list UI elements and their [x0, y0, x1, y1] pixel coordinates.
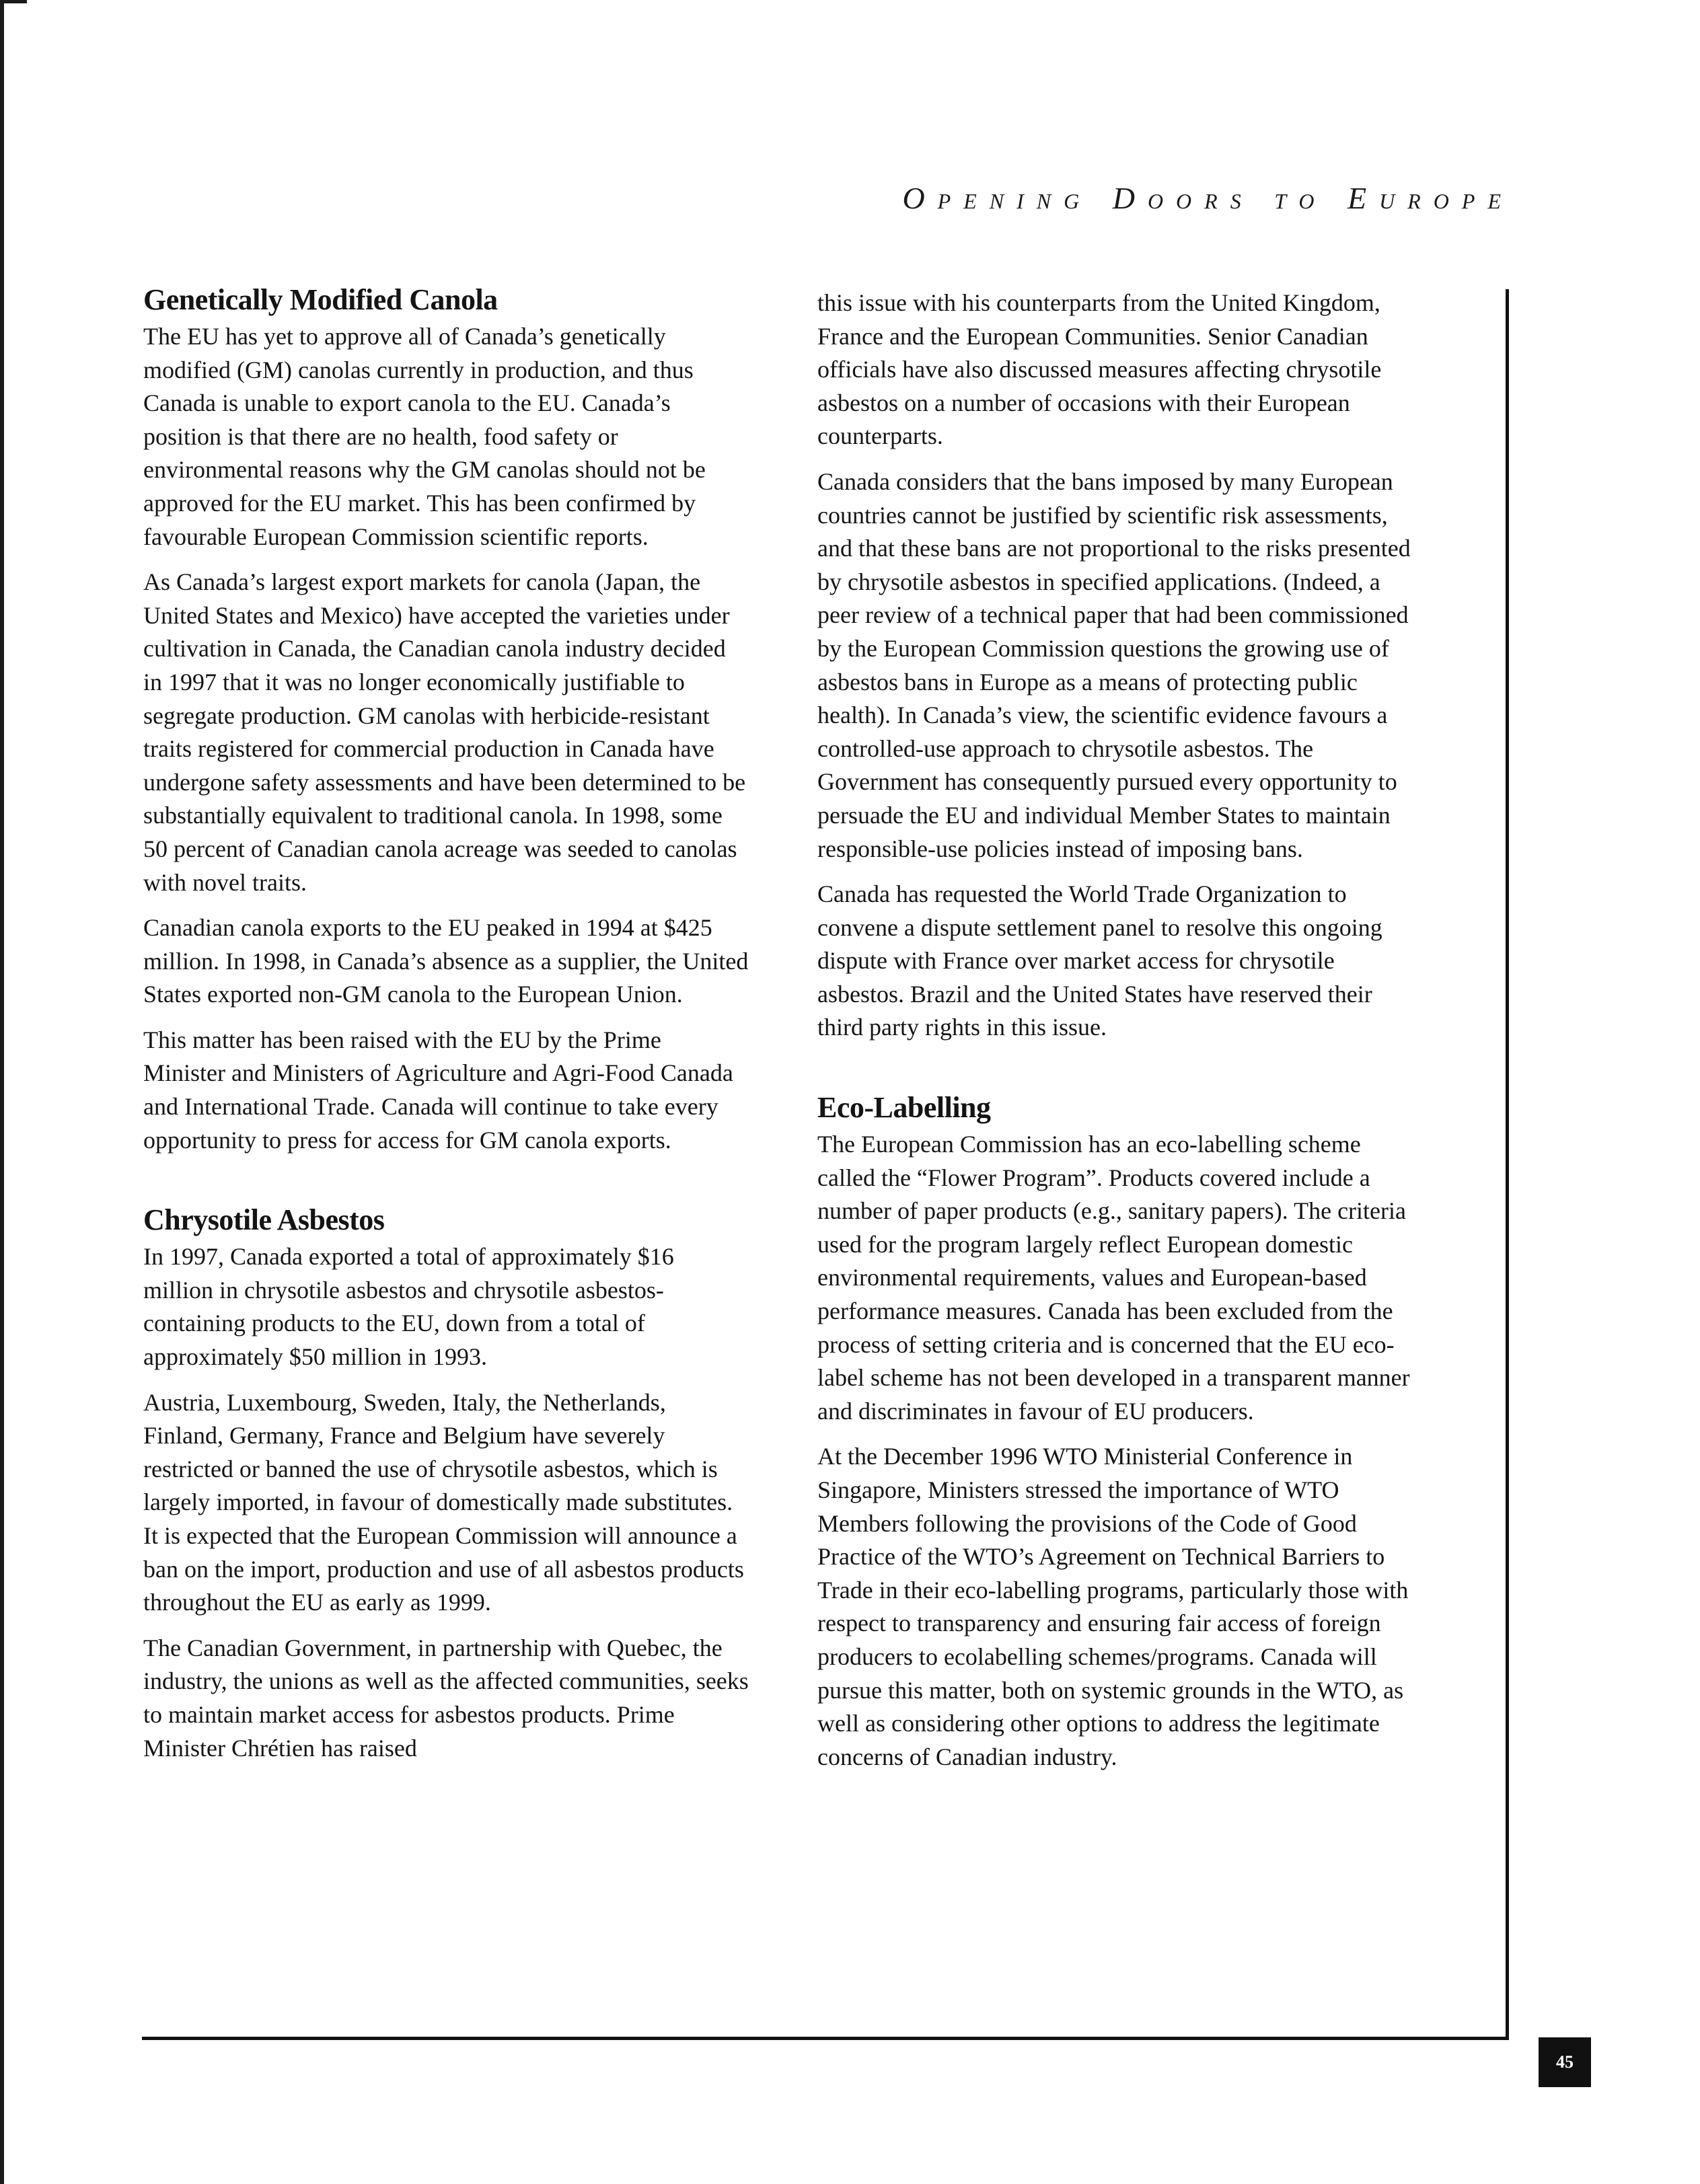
paragraph: As Canada’s largest export markets for canola (Japan, the United States and Mexico) have accepted the varieties under cultivation in Canada, the Canadian canola industry decided in 1997 that it was no longer economically justifiable to segregate production. GM canolas with herbicide-resistant traits registered for commercial production in Canada have undergone safety assessments and have been determined to be substantially equivalent to traditional canola. In 1998, some 50 percent of Canadian canola acreage was seeded to canolas with novel traits.: [143, 568, 746, 896]
paragraph: This matter has been raised with the EU by the Prime Minister and Ministers of Agriculture and Agri-Food Canada and International Trade. Canada will continue to take every opportunity to press for access for GM canola exports.: [143, 1026, 733, 1154]
section-heading-chrysotile-asbestos: Chrysotile Asbestos: [143, 1203, 385, 1237]
running-header: Opening Doors to Europe: [902, 181, 1514, 215]
paragraph: At the December 1996 WTO Ministerial Conference in Singapore, Ministers stressed the importance of WTO Members following the provisions of the Code of Good Practice of the WTO’s Agreement on Technical Barriers to Trade in their eco-labelling programs, particularly those with respect to transparency and ensuring fair access of foreign producers to ecolabelling schemes/programs. Canada will pursue this matter, both on systemic grounds in the WTO, as well as considering other options to address the legitimate concerns of Canadian industry.: [817, 1443, 1409, 1770]
scan-edge: [0, 0, 4, 2184]
section-heading-eco-labelling: Eco-Labelling: [817, 1091, 991, 1125]
paragraph: Austria, Luxembourg, Sweden, Italy, the Netherlands, Finland, Germany, France and Belgium have severely restricted or banned the use of chrysotile asbestos, which is largely imported, in favour of domestically made substitutes. It is expected that the European Commission will announce a ban on the import, production and use of all asbestos products throughout the EU as early as 1999.: [143, 1388, 744, 1616]
scan-edge-mark: [0, 0, 27, 3]
left-column: [143, 283, 749, 1777]
right-column: [817, 287, 1423, 1786]
paragraph: Canada considers that the bans imposed by many European countries cannot be justified by scientific risk assessments, and that these bans are not proportional to the risks presented by chrysotile asbestos in specified applications. (Indeed, a peer review of a technical paper that had been commissioned by the European Commission questions the growing use of asbestos bans in Europe as a means of protecting public health). In Canada’s view, the scientific evidence favours a controlled-use approach to chrysotile asbestos. The Government has consequently pursued every opportunity to persuade the EU and individual Member States to maintain responsible-use policies instead of imposing bans.: [817, 467, 1411, 862]
paragraph: The EU has yet to approve all of Canada’s genetically modified (GM) canolas currently in production, and thus Canada is unable to export canola to the EU. Canada’s position is that there are no health, food safety or environmental reasons why the GM canolas should not be approved for the EU market. This has been confirmed by favourable European Commission scientific reports.: [143, 323, 706, 550]
section-spacer: [143, 1169, 749, 1203]
section-heading-gm-canola: Genetically Modified Canola: [143, 283, 498, 316]
paragraph: The Canadian Government, in partnership with Quebec, the industry, the unions as well as the affected communities, seeks to maintain market access for asbestos products. Prime Minister Chrétien has raised: [143, 1634, 749, 1762]
paragraph: this issue with his counterparts from the United Kingdom, France and the European Communities. Senior Canadian officials have also discussed measures affecting chrysotile asbestos on a number of occasions with their European counterparts.: [817, 289, 1382, 450]
section-spacer: [817, 1057, 1423, 1090]
paragraph: In 1997, Canada exported a total of approximately $16 million in chrysotile asbestos and chrysotile asbestos-containing products to the EU, down from a total of approximately $50 million in 1993.: [143, 1243, 674, 1371]
horizontal-rule: [142, 2037, 1509, 2040]
vertical-rule: [1506, 289, 1509, 2037]
page-number: 45: [1539, 2037, 1591, 2087]
paragraph: The European Commission has an eco-labelling scheme called the “Flower Program”. Products covered include a number of paper products (e.g., sanitary papers). The criteria used for the program largely reflect European domestic environmental requirements, values and European-based performance measures. Canada has been excluded from the process of setting criteria and is concerned that the EU eco-label scheme has not been developed in a transparent manner and discriminates in favour of EU producers.: [817, 1131, 1410, 1425]
paragraph: Canadian canola exports to the EU peaked in 1994 at $425 million. In 1998, in Canada’s absence as a supplier, the United States exported non-GM canola to the European Union.: [143, 914, 749, 1008]
paragraph: Canada has requested the World Trade Organization to convene a dispute settlement panel to resolve this ongoing dispute with France over market access for chrysotile asbestos. Brazil and the United States have reserved their third party rights in this issue.: [817, 880, 1382, 1041]
